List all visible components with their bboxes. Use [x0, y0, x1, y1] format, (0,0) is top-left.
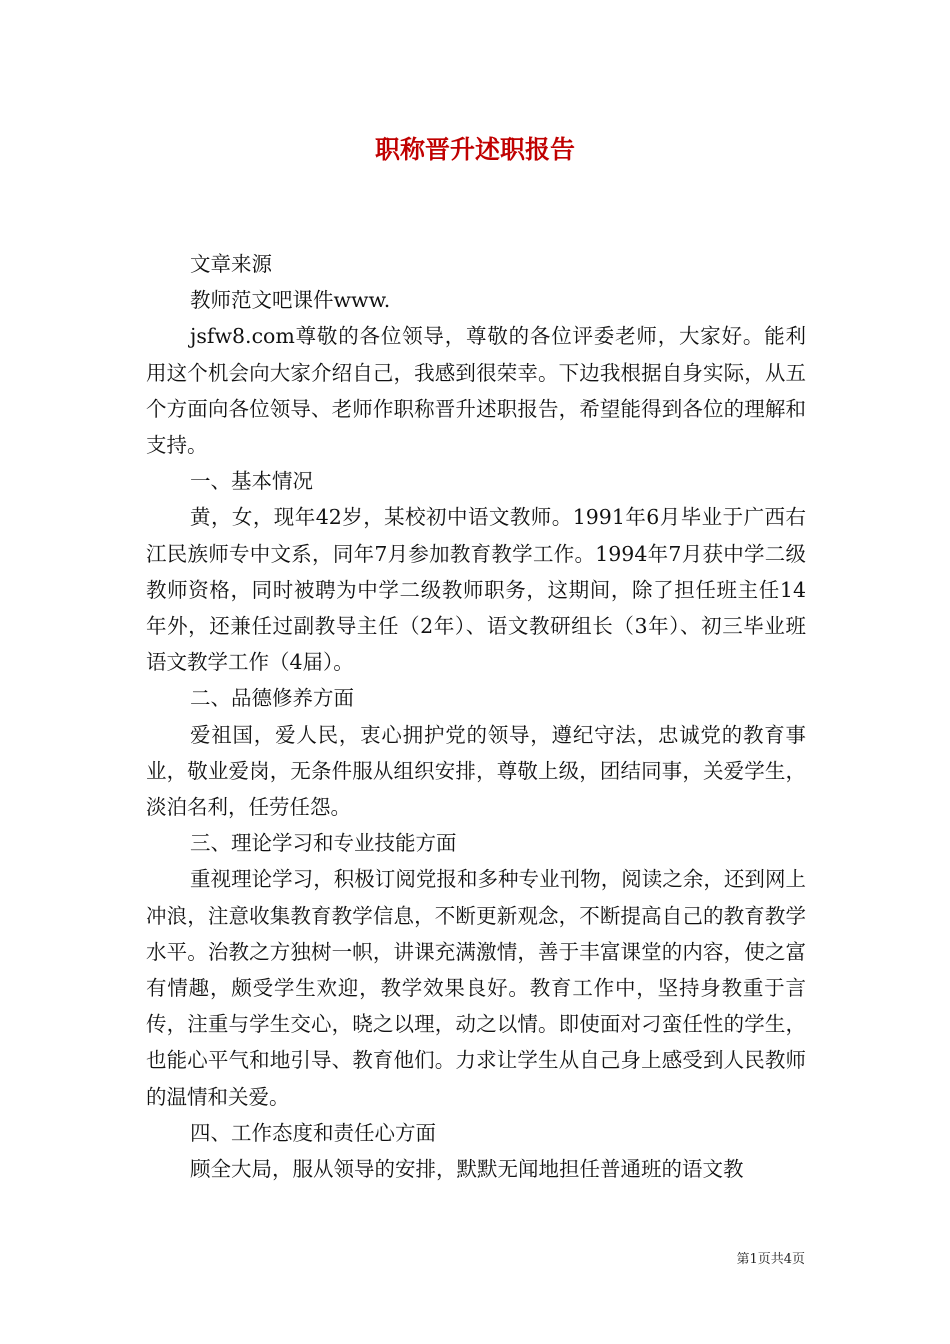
paragraph-attitude: 顾全大局，服从领导的安排，默默无闻地担任普通班的语文教	[190, 1157, 744, 1182]
paragraph-source-site: 教师范文吧课件www.	[190, 288, 391, 313]
section-heading-basic-info: 一、基本情况	[190, 469, 313, 494]
paragraph-greeting: jsfw8.com尊敬的各位领导，尊敬的各位评委老师，大家好。能利用这个机会向大家介绍自己，我感到很荣幸。下边我根据自身实际，从五个方面向各位领导、老师作职称晋升述职报告，希望能得到各位的理解和支持。	[146, 324, 806, 458]
document-body	[146, 246, 806, 1187]
paragraph-moral: 爱祖国，爱人民，衷心拥护党的领导，遵纪守法，忠诚党的教育事业，敬业爱岗，无条件服从组织安排，尊敬上级，团结同事，关爱学生，淡泊名利，任劳任怨。	[146, 722, 806, 820]
paragraph-source-label: 文章来源	[190, 252, 272, 276]
section-heading-theory: 三、理论学习和专业技能方面	[190, 831, 457, 856]
document-title: 职称晋升述职报告	[374, 135, 575, 164]
paragraph-basic-info: 黄，女，现年42岁，某校初中语文教师。1991年6月毕业于广西右江民族师专中文系，同年7月参加教育教学工作。1994年7月获中学二级教师资格，同时被聘为中学二级教师职务，这期间，除了担任班主任14年外，还兼任过副教导主任（2年）、语文教研组长（3年）、初三毕业班语文教学工作（4届）。	[146, 505, 806, 675]
paragraph-theory: 重视理论学习，积极订阅党报和多种专业刊物，阅读之余，还到网上冲浪，注意收集教育教学信息，不断更新观念，不断提高自己的教育教学水平。治教之方独树一帜，讲课充满激情，善于丰富课堂的内容，使之富有情趣，颇受学生欢迎，教学效果良好。教育工作中，坚持身教重于言传，注重与学生交心，晓之以理，动之以情。即使面对刁蛮任性的学生，也能心平气和地引导、教育他们。力求让学生从自己身上感受到人民教师的温情和关爱。	[146, 867, 806, 1109]
section-heading-attitude: 四、工作态度和责任心方面	[190, 1120, 436, 1145]
section-heading-moral: 二、品德修养方面	[190, 686, 354, 711]
page-number: 第1页共4页	[736, 1252, 805, 1267]
